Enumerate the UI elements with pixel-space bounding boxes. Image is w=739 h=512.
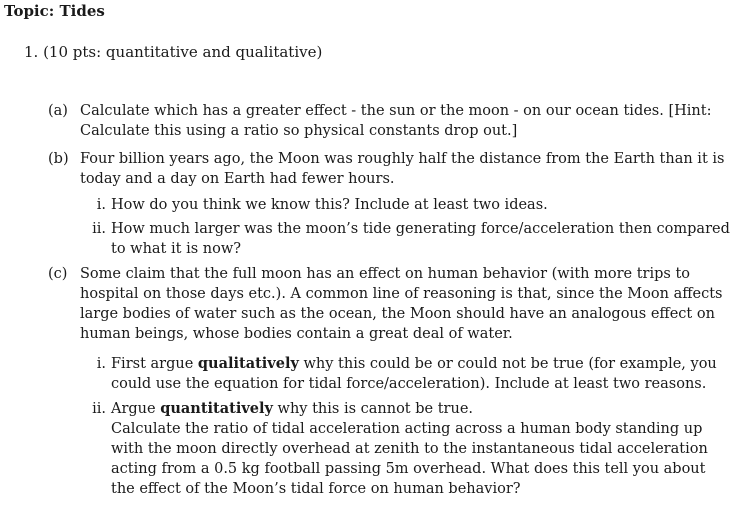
part-b-ii-text: How much larger was the moon’s tide generating force/acceleration then compared to what it is now? (111, 221, 730, 257)
part-b-label: (b) (48, 151, 69, 167)
part-c-ii-label: ii. (92, 401, 106, 417)
part-c-ii-first-line (111, 399, 732, 419)
part-b-ii-label: ii. (92, 221, 106, 237)
topic-heading: Topic: Tides (4, 2, 105, 20)
part-b-text: Four billion years ago, the Moon was roughly half the distance from the Earth than it is today and a day on Earth had fewer hours. (80, 151, 725, 187)
part-c-label: (c) (48, 266, 68, 282)
part-c-i-text-before: First argue (111, 356, 198, 372)
part-c-i-text (111, 354, 732, 394)
question-header: 1. (10 pts: quantitative and qualitative) (24, 43, 323, 61)
part-c-i-label: i. (96, 356, 106, 372)
qualitatively-emphasis: qualitatively (197, 355, 299, 372)
part-c-ii-text-after: why this is cannot be true. (272, 401, 474, 417)
part-a-label: (a) (48, 103, 68, 119)
part-c-ii-text-before: Argue (111, 401, 161, 417)
part-c-ii-text (111, 399, 732, 499)
part-c-text: Some claim that the full moon has an effect on human behavior (with more trips to hospital on those days etc.). A common line of reasoning is that, since the Moon affects large bodies of water such as the ocean, the Moon should have an analogous effect on human beings, whose bodies contain a great deal of water. (80, 266, 723, 342)
part-c-ii-continuation: Calculate the ratio of tidal acceleration acting across a human body standing up with the moon directly overhead at zenith to the instantaneous tidal acceleration acting from a 0.5 kg football passing 5m overhead. What does this tell you about the effect of the Moon’s tidal force on human behavior? (111, 421, 708, 497)
part-a-text: Calculate which has a greater effect - the sun or the moon - on our ocean tides. [Hint: Calculate this using a ratio so physical constants drop out.] (80, 103, 712, 139)
part-c-i-text-after: why this could be or could not be true (for example, you could use the equation for tidal force/acceleration). Include at least two reasons. (111, 356, 717, 392)
quantitatively-emphasis: quantitatively (160, 400, 273, 417)
part-b-i-label: i. (96, 197, 106, 213)
part-b-i-text: How do you think we know this? Include at least two ideas. (111, 197, 548, 213)
